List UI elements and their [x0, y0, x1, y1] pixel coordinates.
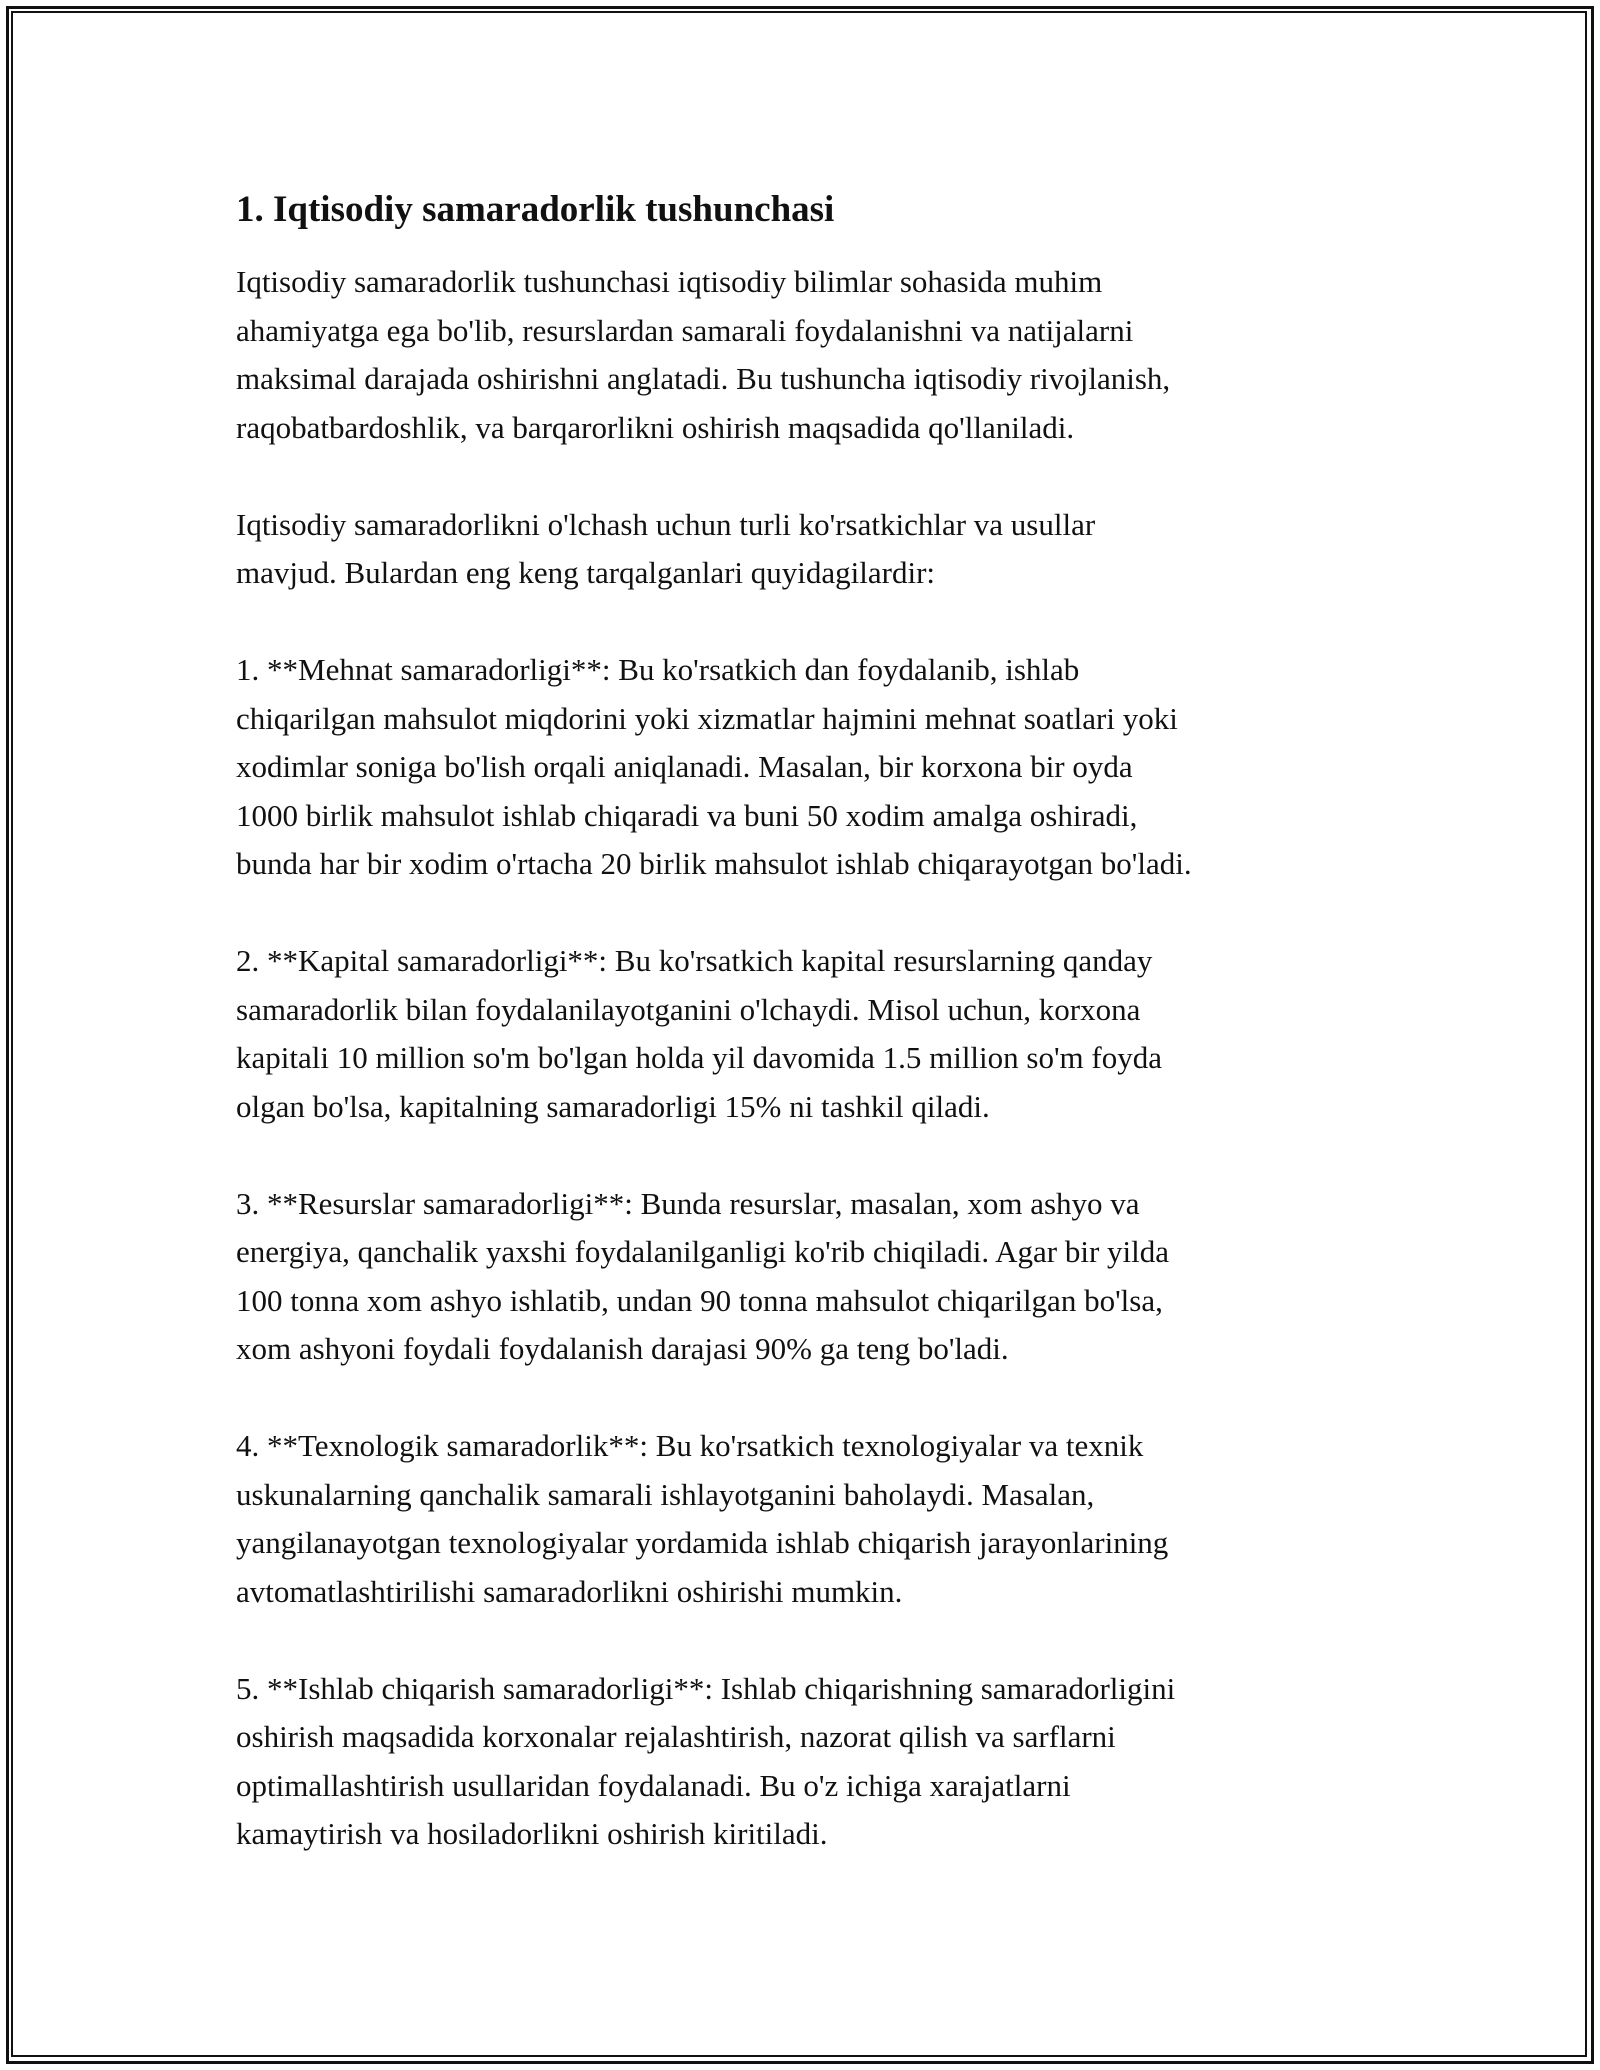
list-item-resource-efficiency	[236, 1180, 1396, 1374]
paragraph-line: mavjud. Bulardan eng keng tarqalganlari quyidagilardir:	[236, 555, 935, 590]
page-title: 1. Iqtisodiy samaradorlik tushunchasi	[236, 189, 835, 230]
paragraph-line: avtomatlashtirilishi samaradorlikni oshirishi mumkin.	[236, 1573, 903, 1609]
paragraph-line: olgan bo'lsa, kapitalning samaradorligi 15% ni tashkil qiladi.	[236, 1088, 990, 1124]
paragraph-line: 100 tonna xom ashyo ishlatib, undan 90 tonna mahsulot chiqarilgan bo'lsa,	[236, 1282, 1163, 1318]
paragraph-line: 4. **Texnologik samaradorlik**: Bu ko'rsatkich texnologiyalar va texnik	[236, 1428, 1144, 1463]
paragraph-line: kamaytirish va hosiladorlikni oshirish kiritiladi.	[236, 1816, 828, 1851]
paragraph-line: xodimlar soniga bo'lish orqali aniqlanadi. Masalan, bir korxona bir oyda	[236, 749, 1133, 784]
paragraph-line: maksimal darajada oshirishni anglatadi. Bu tushuncha iqtisodiy rivojlanish,	[236, 361, 1171, 396]
paragraph-line: 3. **Resurslar samaradorligi**: Bunda resurslar, masalan, xom ashyo va	[236, 1185, 1140, 1221]
intro-paragraph	[236, 258, 1396, 452]
document-page	[236, 186, 1396, 1907]
paragraph-line: optimallashtirish usullaridan foydalanadi. Bu o'z ichiga xarajatlarni	[236, 1767, 1071, 1803]
paragraph-line: Iqtisodiy samaradorlikni o'lchash uchun turli ko'rsatkichlar va usullar	[236, 506, 1096, 542]
paragraph-line: Iqtisodiy samaradorlik tushunchasi iqtisodiy bilimlar sohasida muhim	[236, 264, 1103, 299]
paragraph-line: chiqarilgan mahsulot miqdorini yoki xizmatlar hajmini mehnat soatlari yoki	[236, 700, 1178, 736]
paragraph-line: ahamiyatga ega bo'lib, resurslardan samarali foydalanishni va natijalarni	[236, 312, 1134, 348]
list-item-production-efficiency	[236, 1665, 1396, 1859]
paragraph-line: 1000 birlik mahsulot ishlab chiqaradi va buni 50 xodim amalga oshiradi,	[236, 797, 1138, 833]
list-item-labor-productivity	[236, 646, 1396, 889]
paragraph-line: samaradorlik bilan foydalanilayotganini o'lchaydi. Misol uchun, korxona	[236, 991, 1141, 1027]
list-item-capital-efficiency	[236, 937, 1396, 1131]
paragraph-line: 5. **Ishlab chiqarish samaradorligi**: Ishlab chiqarishning samaradorligini	[236, 1670, 1176, 1706]
list-item-technological-efficiency	[236, 1422, 1396, 1616]
paragraph-line: energiya, qanchalik yaxshi foydalanilganligi ko'rib chiqiladi. Agar bir yilda	[236, 1234, 1170, 1269]
paragraph-line: kapitali 10 million so'm bo'lgan holda yil davomida 1.5 million so'm foyda	[236, 1040, 1163, 1075]
paragraph-line: raqobatbardoshlik, va barqarorlikni oshirish maqsadida qo'llaniladi.	[236, 409, 1075, 445]
measurement-paragraph	[236, 501, 1396, 598]
paragraph-line: yangilanayotgan texnologiyalar yordamida ishlab chiqarish jarayonlarining	[236, 1525, 1169, 1560]
paragraph-line: 2. **Kapital samaradorligi**: Bu ko'rsatkich kapital resurslarning qanday	[236, 943, 1153, 978]
paragraph-line: 1. **Mehnat samaradorligi**: Bu ko'rsatkich dan foydalanib, ishlab	[236, 652, 1080, 687]
paragraph-line: xom ashyoni foydali foydalanish darajasi 90% ga teng bo'ladi.	[236, 1331, 1009, 1366]
paragraph-line: bunda har bir xodim o'rtacha 20 birlik mahsulot ishlab chiqarayotgan bo'ladi.	[236, 846, 1192, 881]
paragraph-line: uskunalarning qanchalik samarali ishlayotganini baholaydi. Masalan,	[236, 1476, 1095, 1512]
paragraph-line: oshirish maqsadida korxonalar rejalashtirish, nazorat qilish va sarflarni	[236, 1719, 1116, 1754]
